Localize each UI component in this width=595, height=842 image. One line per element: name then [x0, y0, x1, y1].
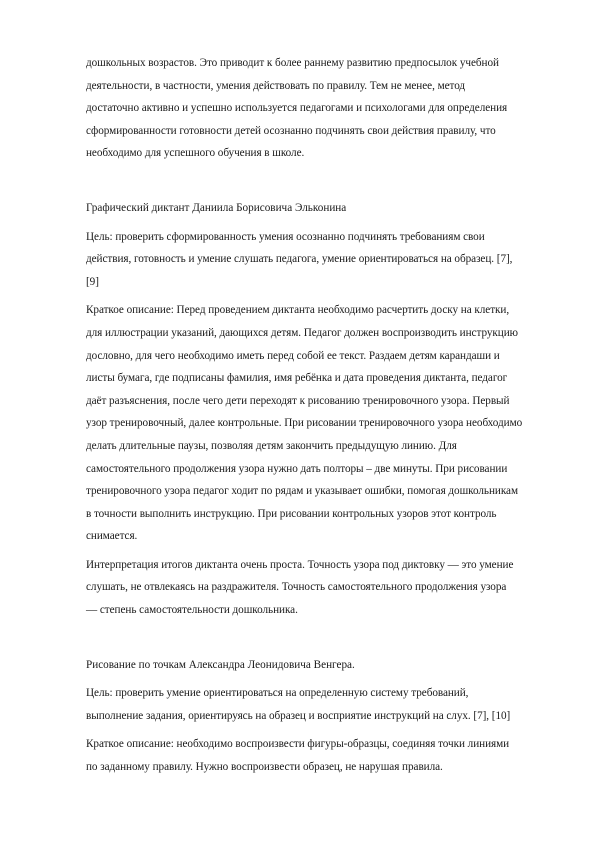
- description-paragraph-venger: [86, 733, 541, 778]
- text-line: сформированности готовности детей осознанно подчинять свои действия правилу, что: [86, 124, 496, 137]
- intro-paragraph: [86, 52, 541, 165]
- text-line: деятельности, в частности, умения действовать по правилу. Тем не менее, метод: [86, 79, 466, 92]
- text-line: — степень самостоятельности дошкольника.: [86, 604, 298, 617]
- section-title-elkonin: Графический диктант Даниила Борисовича Эльконина: [86, 201, 347, 214]
- text-line: Краткое описание: Перед проведением диктанта необходимо расчертить доску на клетки,: [86, 304, 510, 317]
- text-line: Краткое описание: необходимо воспроизвести фигуры-образцы, соединяя точки линиями: [86, 738, 510, 751]
- text-line: действия, готовность и умение слушать педагога, умение ориентироваться на образец. [7],: [86, 253, 513, 266]
- text-line: по заданному правилу. Нужно воспроизвести образец, не нарушая правила.: [86, 761, 443, 774]
- text-line: [9]: [86, 275, 99, 288]
- text-line: Интерпретация итогов диктанта очень проста. Точность узора под диктовку — это умение: [86, 558, 514, 571]
- text-line: дошкольных возрастов. Это приводит к более раннему развитию предпосылок учебной: [86, 57, 499, 69]
- text-line: достаточно активно и успешно используется педагогами и психологами для определения: [86, 102, 508, 115]
- interpretation-paragraph-elkonin: [86, 554, 541, 622]
- goal-paragraph-elkonin: [86, 226, 541, 294]
- text-line: выполнение задания, ориентируясь на образец и восприятие инструкций на слух. [7], [10]: [86, 709, 511, 722]
- goal-paragraph-venger: [86, 682, 541, 727]
- text-line: тренировочного узора педагог ходит по рядам и указывает ошибки, помогая дошкольникам: [86, 485, 518, 498]
- text-line: в точности выполнить инструкцию. При рисовании контрольных узоров этот контроль: [86, 507, 497, 520]
- description-paragraph-elkonin: [86, 299, 541, 548]
- text-line: даёт разъяснения, после чего дети переходят к рисованию тренировочного узора. Первый: [86, 394, 510, 407]
- text-line: для иллюстрации указаний, дающихся детям. Педагог должен воспроизводить инструкцию: [86, 326, 518, 339]
- text-line: необходимо для успешного обучения в школе.: [86, 147, 305, 160]
- text-line: Цель: проверить умение ориентироваться на определенную систему требований,: [86, 687, 469, 700]
- text-line: Цель: проверить сформированность умения осознанно подчинять требованиям свои: [86, 230, 485, 243]
- document-page: [86, 52, 541, 779]
- text-line: узор тренировочный, далее контрольные. При рисовании тренировочного узора необходимо: [86, 417, 523, 430]
- text-line: снимается.: [86, 530, 138, 543]
- text-line: дословно, для чего необходимо иметь перед собой ее текст. Раздаем детям карандаши и: [86, 349, 500, 362]
- text-line: делать длительные паузы, позволяя детям закончить предыдущую линию. Для: [86, 439, 457, 452]
- text-line: самостоятельного продолжения узора нужно дать полторы – две минуты. При рисовании: [86, 462, 508, 475]
- text-line: слушать, не отвлекаясь на раздражителя. Точность самостоятельного продолжения узора: [86, 581, 507, 594]
- section-title-venger: Рисование по точкам Александра Леонидовича Венгера.: [86, 658, 355, 671]
- text-line: листы бумага, где подписаны фамилия, имя ребёнка и дата проведения диктанта, педагог: [86, 372, 508, 385]
